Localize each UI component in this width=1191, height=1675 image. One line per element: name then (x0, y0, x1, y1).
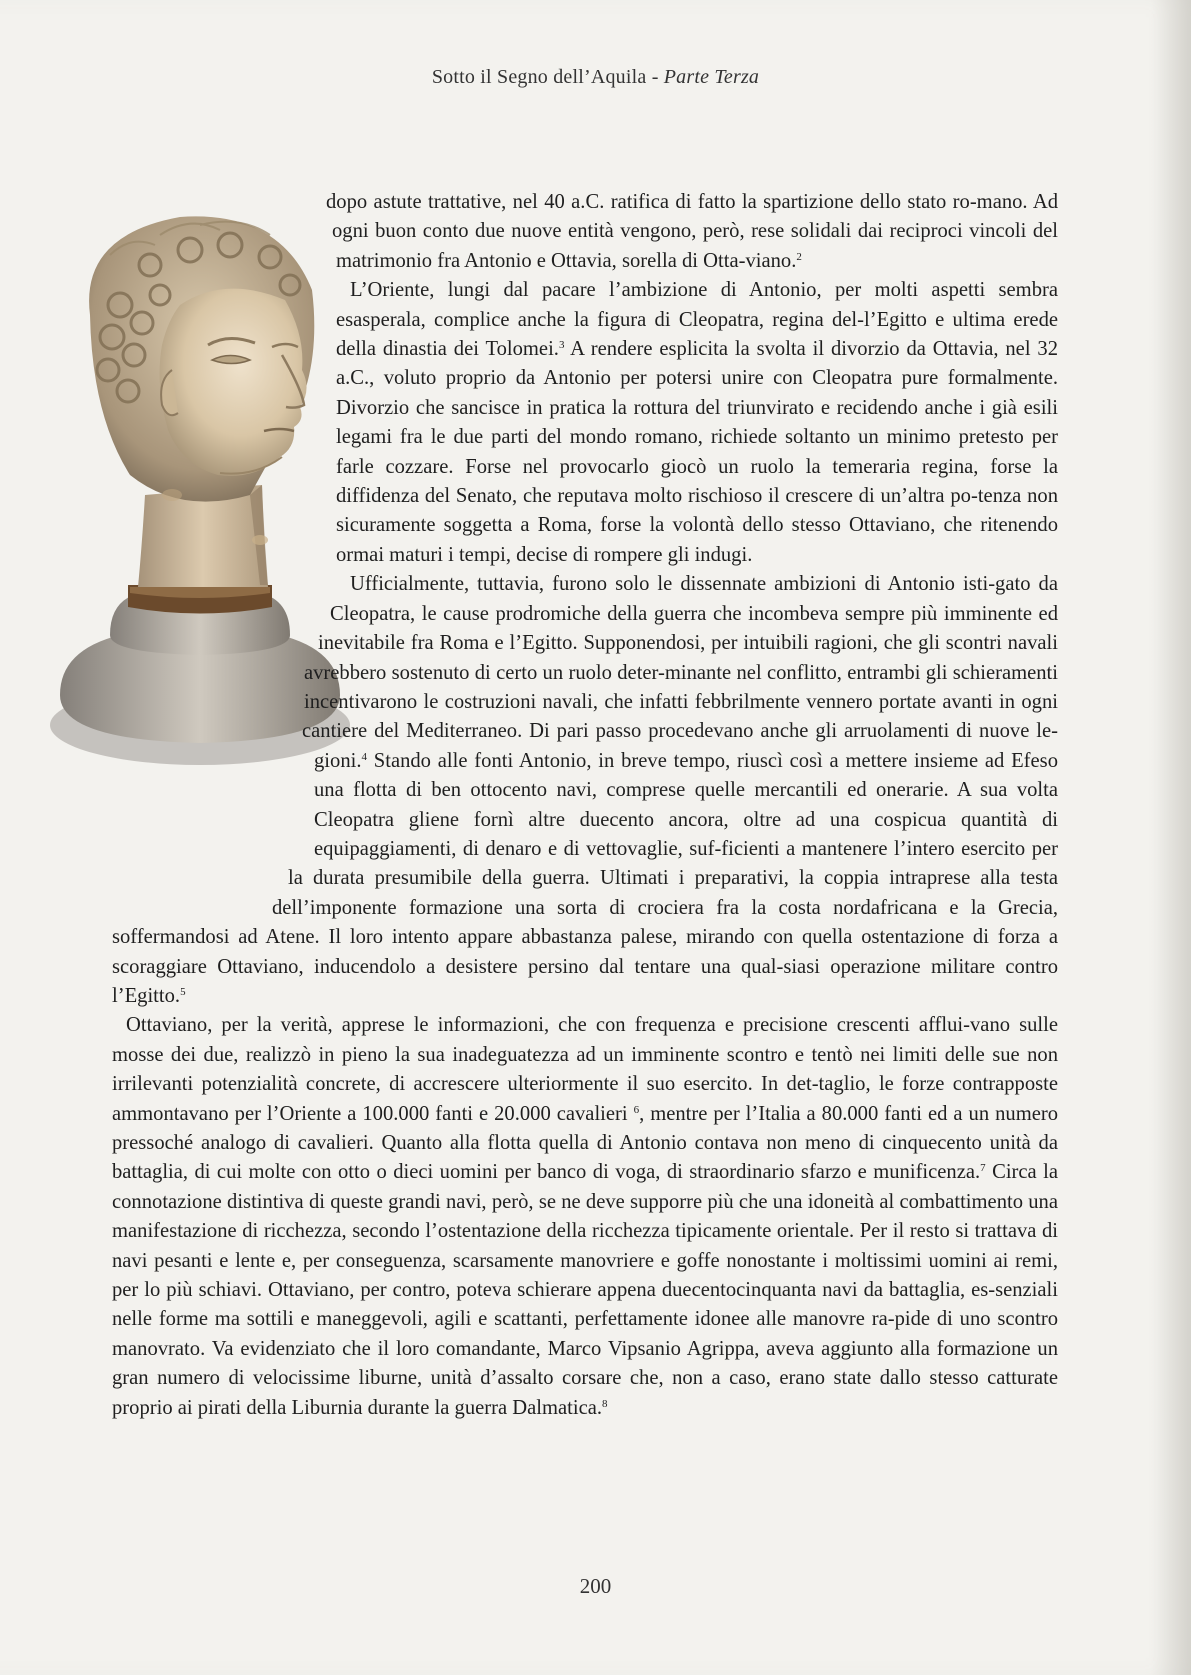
footnote-ref: 6 (633, 1103, 640, 1116)
footnote-ref: 5 (180, 985, 186, 998)
text-run: L’Oriente, lungi dal pacare l’ambizione di Antonio, per molti aspetti sembra esasperala, complice anche la figura di Cleopatra, regina del-l’Egitto e ultima erede della dinastia dei Tolomei. (336, 279, 1058, 361)
footnote-ref: 2 (796, 250, 802, 263)
text-run: Ufficialmente, tuttavia, furono solo le dissennate ambizioni di Antonio isti-gato da Cleopatra, le cause prodromiche della guerra che incombeva sempre più imminente ed inevitabile fra Roma e l’Egitto. Supponendosi, per intuibili ragioni, che gli scontri navali avrebbero sostenuto di certo un ruolo deter-minante nel conflitto, entrambi gli schieramenti incentivarono le costruzioni navali, che infatti febbrilmente vennero portate avanti in ogni cantiere del Mediterraneo. Di pari passo procedevano anche gli arruolamenti di nuove le-gioni. (302, 573, 1058, 772)
footnote-ref: 8 (602, 1397, 608, 1410)
text-run: , mentre per l’Italia a 80.000 fanti ed a un numero pressoché analogo di cavalieri. Quanto alla flotta quella di Antonio contava non meno di cinquecento unità da battaglia, di cui molte con otto o dieci uomini per banco di voga, di straordinario sfarzo e munificenza. (112, 1102, 1059, 1184)
page-number: 200 (579, 1574, 612, 1598)
body-text (112, 188, 1058, 1423)
footnote-ref: 7 (980, 1162, 986, 1175)
footnote-ref: 4 (361, 750, 367, 763)
book-part: Parte Terza (663, 66, 760, 88)
text-run: Stando alle fonti Antonio, in breve tempo, riuscì così a mettere insieme ad Efeso una flotta di ben ottocento navi, comprese quelle mercantili ed onerarie. A sua volta Cleopatra gliene fornì altre duecento ancora, oltre ad una cospicua quantità di equipaggiamenti, di denaro e di vettovaglie, suf-ficienti a mantenere l’intero esercito per la durata presumibile della guerra. Ultimati i preparativi, la coppia intraprese alla testa dell’imponente formazione una sorta di crociera fra la costa nordafricana e la Grecia, soffermandosi ad Atene. Il loro intento appare abbastanza palese, mirando con quella ostentazione di forza a scoraggiare Ottaviano, inducendolo a desistere persino dal tentare una qual-siasi operazione militare contro l’Egitto. (112, 749, 1058, 1007)
text-run: dopo astute trattative, nel 40 a.C. ratifica di fatto la spartizione dello stato ro-mano. Ad ogni buon conto due nuove entità vengono, però, rese solidali dai reciproci vincoli del matrimonio fra Antonio e Ottavia, sorella di Otta-viano. (326, 191, 1058, 272)
book-title: Sotto il Segno dell’Aquila (431, 66, 647, 88)
text-run: A rendere esplicita la svolta il divorzio da Ottavia, nel 32 a.C., voluto proprio da Antonio per potersi unire con Cleopatra pure formalmente. Divorzio che sancisce in pratica la rottura del triunvirato e recidendo anche i già esili legami fra le due parti del mondo romano, richiede soltanto un minimo pretesto per farle cozzare. Forse nel provocarlo giocò un ruolo la temeraria regina, forse la diffidenza del Senato, che reputava molto rischioso il crescere di un’altra po-tenza non sicuramente soggetta a Roma, forse la volontà dello stesso Ottaviano, che ritenendo ormai maturi i tempi, decise di rompere gli indugi. (336, 338, 1058, 566)
text-run: Circa la connotazione distintiva di queste grandi navi, però, se ne deve supporre più che una idoneità al combattimento una manifestazione di ricchezza, secondo l’ostentazione della ricchezza tipicamente orientale. Per il resto si trattava di navi pesanti e lente e, per conseguenza, scarsamente manovriere e goffe nonostante i moltissimi uomini ai remi, per lo più schiavi. Ottaviano, per contro, poteva schierare appena duecentocinquanta navi da battaglia, es-senziali nelle forme ma sottili e maneggevoli, agili e scattanti, perfettamente idonee alle manovre ra-pide di uno scontro manovrato. Va evidenziato che il loro comandante, Marco Vipsanio Agrippa, aveva aggiunto alla formazione un gran numero di velocissime liburne, unità d’assalto corsare che, non a caso, erano state dallo stesso catturate proprio ai pirati della Liburnia durante la guerra Dalmatica. (112, 1161, 1058, 1419)
header-separator: - (651, 66, 659, 88)
text-run: Ottaviano, per la verità, apprese le informazioni, che con frequenza e precisione crescenti afflui-vano sulle mosse dei due, realizzò in pieno la sua inadeguatezza ad un imminente scontro e tentò nei limiti delle sue non irrilevanti potenzialità concrete, di accrescere ulteriormente il suo esercito. In det-taglio, le forze contrapposte ammontavano per l’Oriente a 100.000 fanti e 20.000 cavalieri (112, 1014, 1058, 1125)
running-header (0, 66, 1191, 89)
paragraph (112, 1011, 1058, 1423)
footnote-ref: 3 (558, 339, 565, 352)
